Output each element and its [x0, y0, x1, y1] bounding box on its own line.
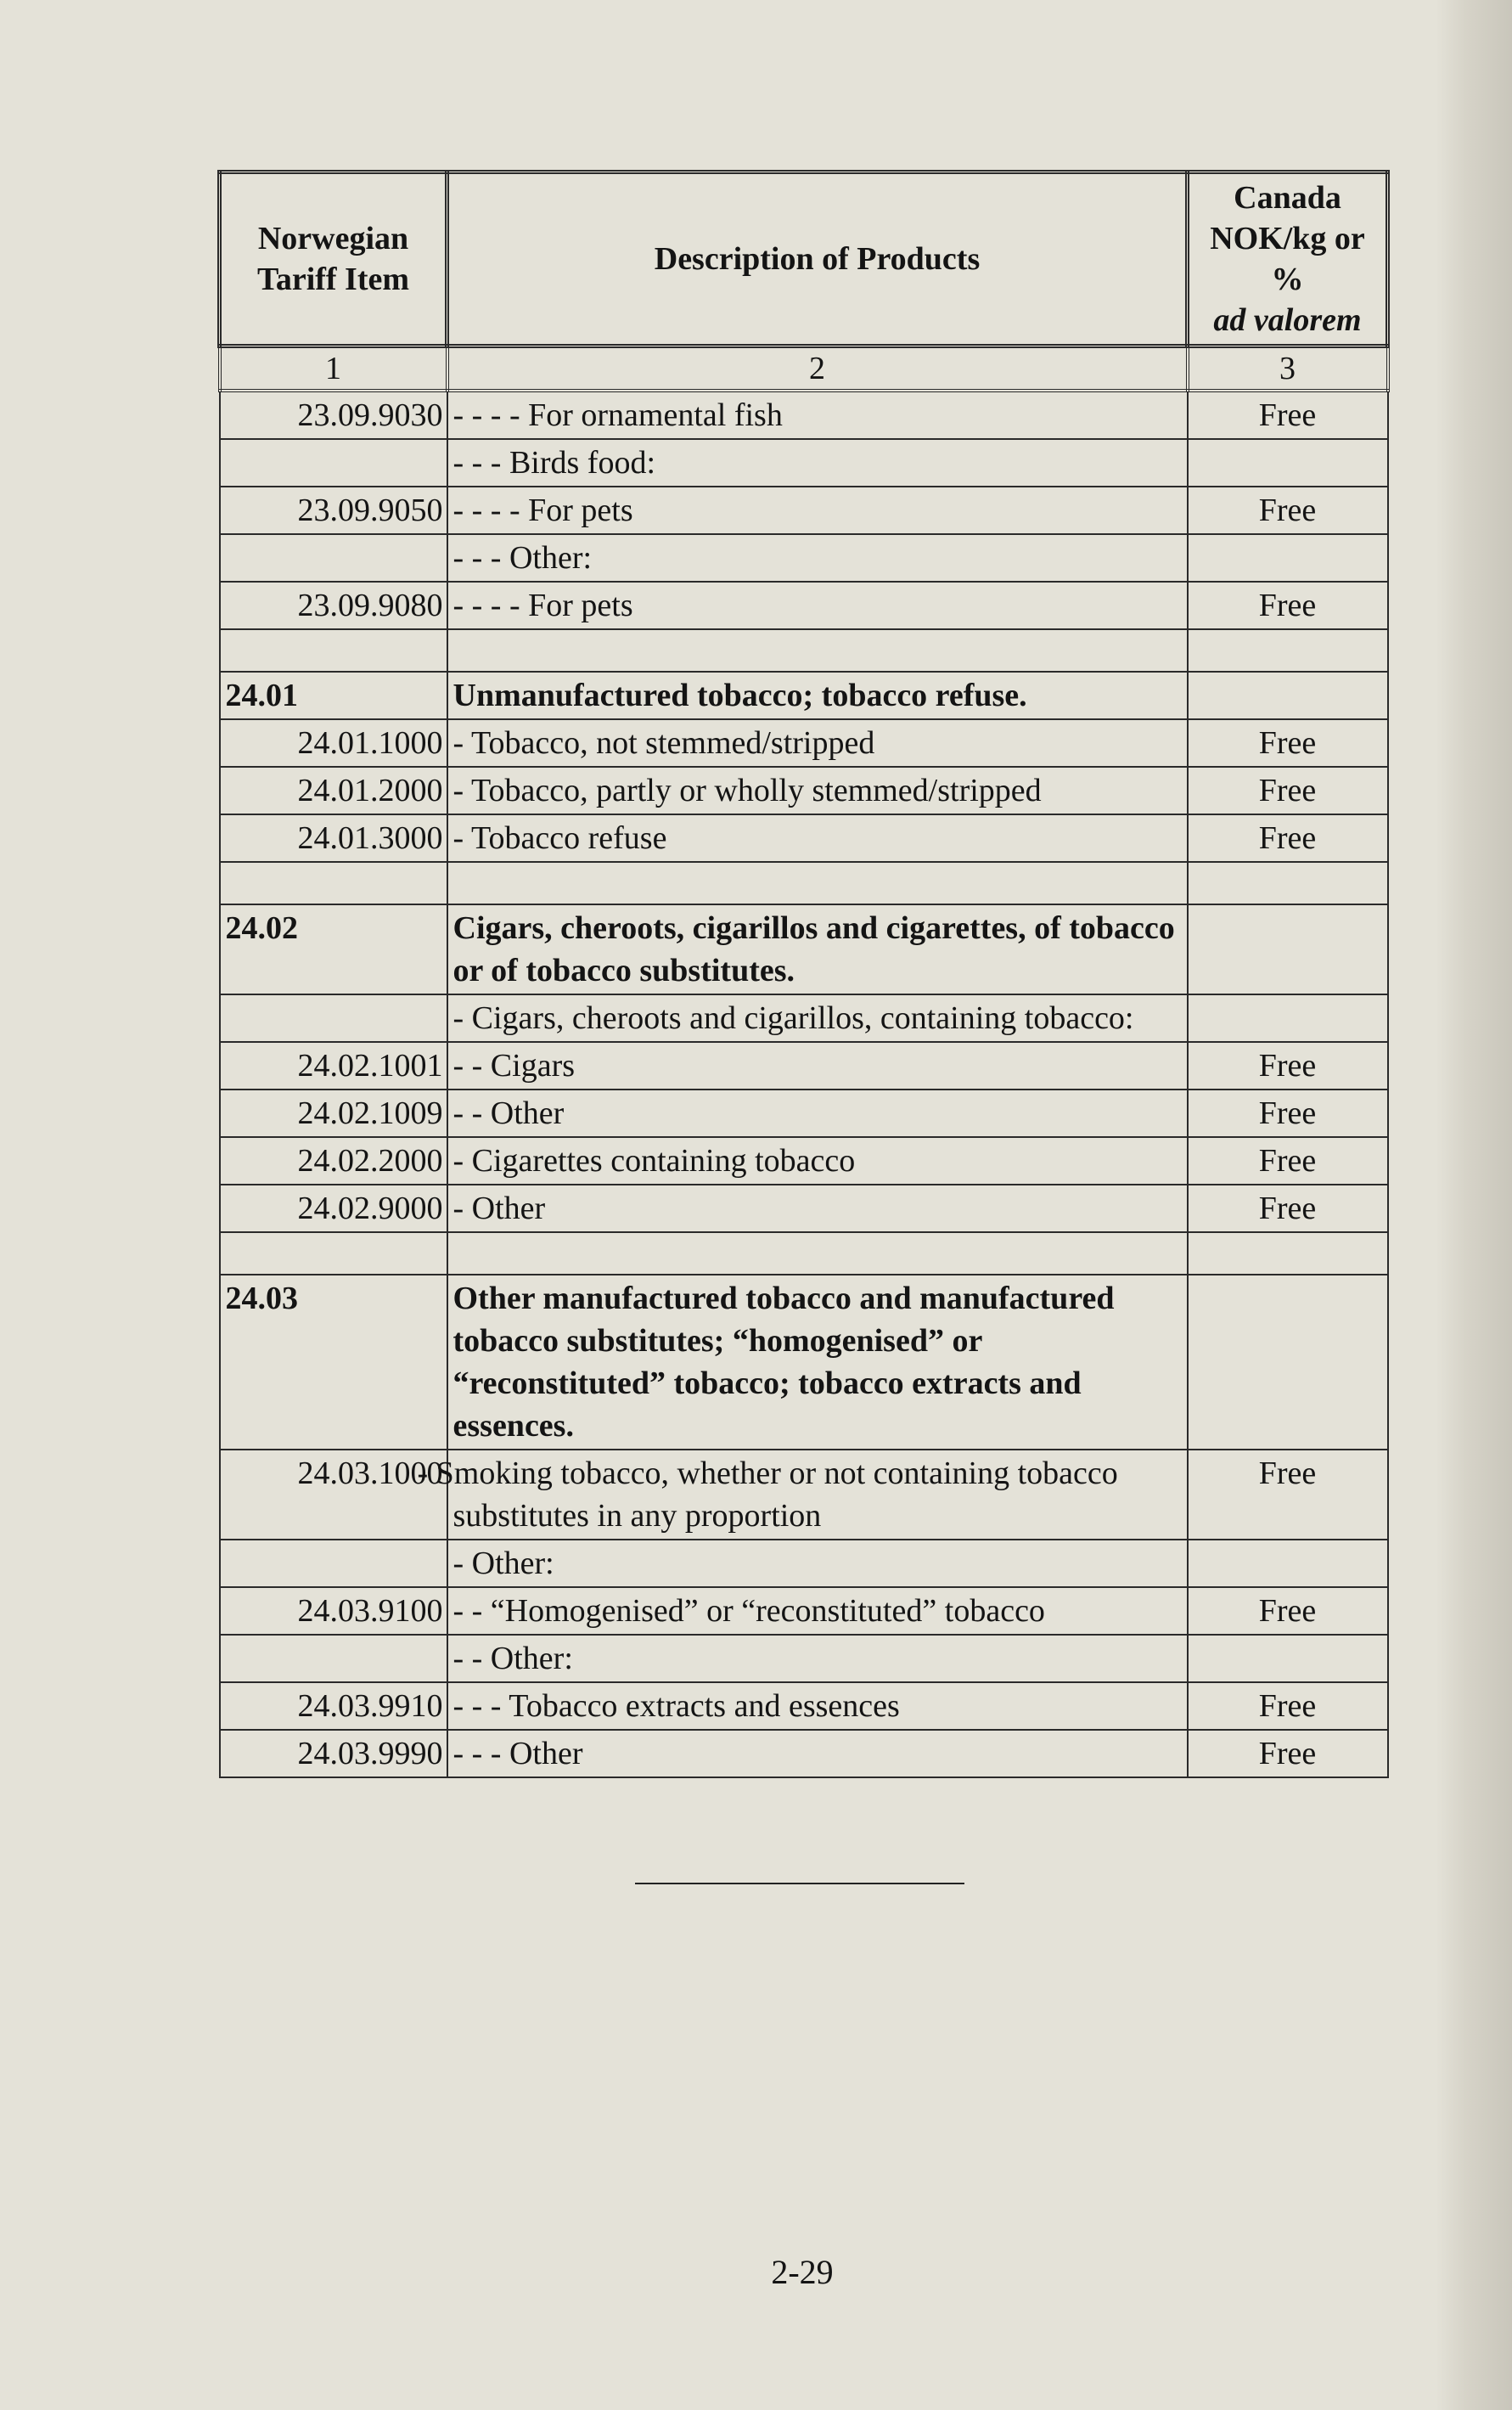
table-row — [220, 672, 1388, 719]
table-row — [220, 1090, 1388, 1137]
table-row — [220, 582, 1388, 629]
tariff-code-cell — [220, 994, 447, 1042]
description-cell — [447, 629, 1188, 672]
description-cell: - - Other — [447, 1090, 1188, 1137]
description-cell: - - - - For pets — [447, 582, 1188, 629]
rate-cell: Free — [1188, 1090, 1388, 1137]
description-cell: - - - Other — [447, 1730, 1188, 1777]
header-tariff-item-line2: Tariff Item — [256, 262, 410, 297]
description-cell — [447, 862, 1188, 904]
rate-cell — [1188, 1635, 1388, 1682]
description-cell: - Smoking tobacco, whether or not containing tobacco substitutes in any proportion — [447, 1450, 1188, 1540]
table-row — [220, 1185, 1388, 1232]
header-row — [220, 172, 1388, 346]
page-edge-shadow — [1436, 0, 1512, 2410]
description-cell: - - - Other: — [447, 534, 1188, 582]
description-cell — [447, 1232, 1188, 1275]
description-cell: - Tobacco, not stemmed/stripped — [447, 719, 1188, 767]
rate-cell — [1188, 994, 1388, 1042]
table-row — [220, 719, 1388, 767]
table-row — [220, 1540, 1388, 1587]
tariff-code-cell: 24.03 — [220, 1275, 447, 1450]
column-number-3: 3 — [1188, 346, 1388, 391]
description-cell: Cigars, cheroots, cigarillos and cigarettes, of tobacco or of tobacco substitutes. — [447, 904, 1188, 994]
table-row — [220, 1450, 1388, 1540]
header-rate — [1188, 172, 1388, 346]
header-rate-ad-valorem: ad valorem — [1213, 302, 1362, 338]
description-cell: - Other — [447, 1185, 1188, 1232]
description-cell: - Tobacco refuse — [447, 814, 1188, 862]
description-cell: - Cigars, cheroots and cigarillos, containing tobacco: — [447, 994, 1188, 1042]
tariff-code-cell: 24.01 — [220, 672, 447, 719]
description-cell: - - - - For ornamental fish — [447, 391, 1188, 439]
tariff-code-cell: 24.01.1000 — [220, 719, 447, 767]
table-row — [220, 534, 1388, 582]
table-row — [220, 1587, 1388, 1635]
rate-cell: Free — [1188, 767, 1388, 814]
table-row — [220, 1042, 1388, 1090]
rate-cell — [1188, 534, 1388, 582]
column-number-1: 1 — [220, 346, 447, 391]
table-row — [220, 1275, 1388, 1450]
description-cell: - - - Tobacco extracts and essences — [447, 1682, 1188, 1730]
table-row — [220, 904, 1388, 994]
end-rule — [635, 1883, 964, 1884]
rate-cell — [1188, 1232, 1388, 1275]
column-number-row — [220, 346, 1388, 391]
tariff-code-cell: 24.02.9000 — [220, 1185, 447, 1232]
rate-cell: Free — [1188, 719, 1388, 767]
description-cell: - - Other: — [447, 1635, 1188, 1682]
rate-cell: Free — [1188, 487, 1388, 534]
header-rate-line3: % — [1271, 262, 1304, 297]
tariff-code-cell: 24.02 — [220, 904, 447, 994]
tariff-code-cell — [220, 1635, 447, 1682]
tariff-code-cell: 24.03.1000 — [220, 1450, 447, 1540]
table-row — [220, 1635, 1388, 1682]
table-row — [220, 391, 1388, 439]
rate-cell: Free — [1188, 814, 1388, 862]
table-row — [220, 439, 1388, 487]
table-row — [220, 814, 1388, 862]
tariff-code-cell: 24.03.9910 — [220, 1682, 447, 1730]
table-row — [220, 862, 1388, 904]
description-cell: Unmanufactured tobacco; tobacco refuse. — [447, 672, 1188, 719]
description-cell: - - “Homogenised” or “reconstituted” tobacco — [447, 1587, 1188, 1635]
rate-cell — [1188, 1275, 1388, 1450]
page-number: 2-29 — [771, 2253, 834, 2291]
header-tariff-item — [220, 172, 447, 346]
tariff-code-cell: 23.09.9080 — [220, 582, 447, 629]
header-description: Description of Products — [447, 172, 1188, 346]
header-rate-line1: Canada — [1234, 180, 1341, 216]
rate-cell — [1188, 862, 1388, 904]
table-body — [220, 391, 1388, 1777]
tariff-code-cell: 23.09.9030 — [220, 391, 447, 439]
rate-cell — [1188, 629, 1388, 672]
tariff-code-cell — [220, 534, 447, 582]
table-row — [220, 1682, 1388, 1730]
table-row — [220, 994, 1388, 1042]
tariff-code-cell — [220, 439, 447, 487]
tariff-code-cell: 24.03.9100 — [220, 1587, 447, 1635]
description-cell: - Tobacco, partly or wholly stemmed/stripped — [447, 767, 1188, 814]
rate-cell: Free — [1188, 1730, 1388, 1777]
rate-cell — [1188, 904, 1388, 994]
tariff-code-cell: 24.02.2000 — [220, 1137, 447, 1185]
rate-cell — [1188, 1540, 1388, 1587]
tariff-code-cell — [220, 862, 447, 904]
rate-cell: Free — [1188, 1682, 1388, 1730]
rate-cell: Free — [1188, 1587, 1388, 1635]
description-cell: - Other: — [447, 1540, 1188, 1587]
column-number-2: 2 — [447, 346, 1188, 391]
tariff-code-cell — [220, 1232, 447, 1275]
table-row — [220, 1232, 1388, 1275]
tariff-code-cell: 23.09.9050 — [220, 487, 447, 534]
rate-cell: Free — [1188, 1042, 1388, 1090]
rate-cell: Free — [1188, 1137, 1388, 1185]
description-cell: - - - Birds food: — [447, 439, 1188, 487]
tariff-table — [217, 170, 1390, 1778]
tariff-code-cell — [220, 629, 447, 672]
table-row — [220, 767, 1388, 814]
table-row — [220, 629, 1388, 672]
tariff-code-cell: 24.01.3000 — [220, 814, 447, 862]
rate-cell: Free — [1188, 391, 1388, 439]
table-row — [220, 1730, 1388, 1777]
tariff-code-cell — [220, 1540, 447, 1587]
description-cell: - - - - For pets — [447, 487, 1188, 534]
tariff-code-cell: 24.02.1001 — [220, 1042, 447, 1090]
tariff-code-cell: 24.01.2000 — [220, 767, 447, 814]
description-cell: Other manufactured tobacco and manufactured tobacco substitutes; “homogenised” or “reconstituted” tobacco; tobacco extracts and essences. — [447, 1275, 1188, 1450]
rate-cell: Free — [1188, 582, 1388, 629]
header-rate-line2: NOK/kg or — [1210, 221, 1365, 256]
tariff-code-cell: 24.03.9990 — [220, 1730, 447, 1777]
description-cell: - Cigarettes containing tobacco — [447, 1137, 1188, 1185]
rate-cell: Free — [1188, 1185, 1388, 1232]
tariff-code-cell: 24.02.1009 — [220, 1090, 447, 1137]
rate-cell: Free — [1188, 1450, 1388, 1540]
rate-cell — [1188, 439, 1388, 487]
rate-cell — [1188, 672, 1388, 719]
table-row — [220, 487, 1388, 534]
description-cell: - - Cigars — [447, 1042, 1188, 1090]
table-row — [220, 1137, 1388, 1185]
header-tariff-item-line1: Norwegian — [257, 221, 409, 256]
